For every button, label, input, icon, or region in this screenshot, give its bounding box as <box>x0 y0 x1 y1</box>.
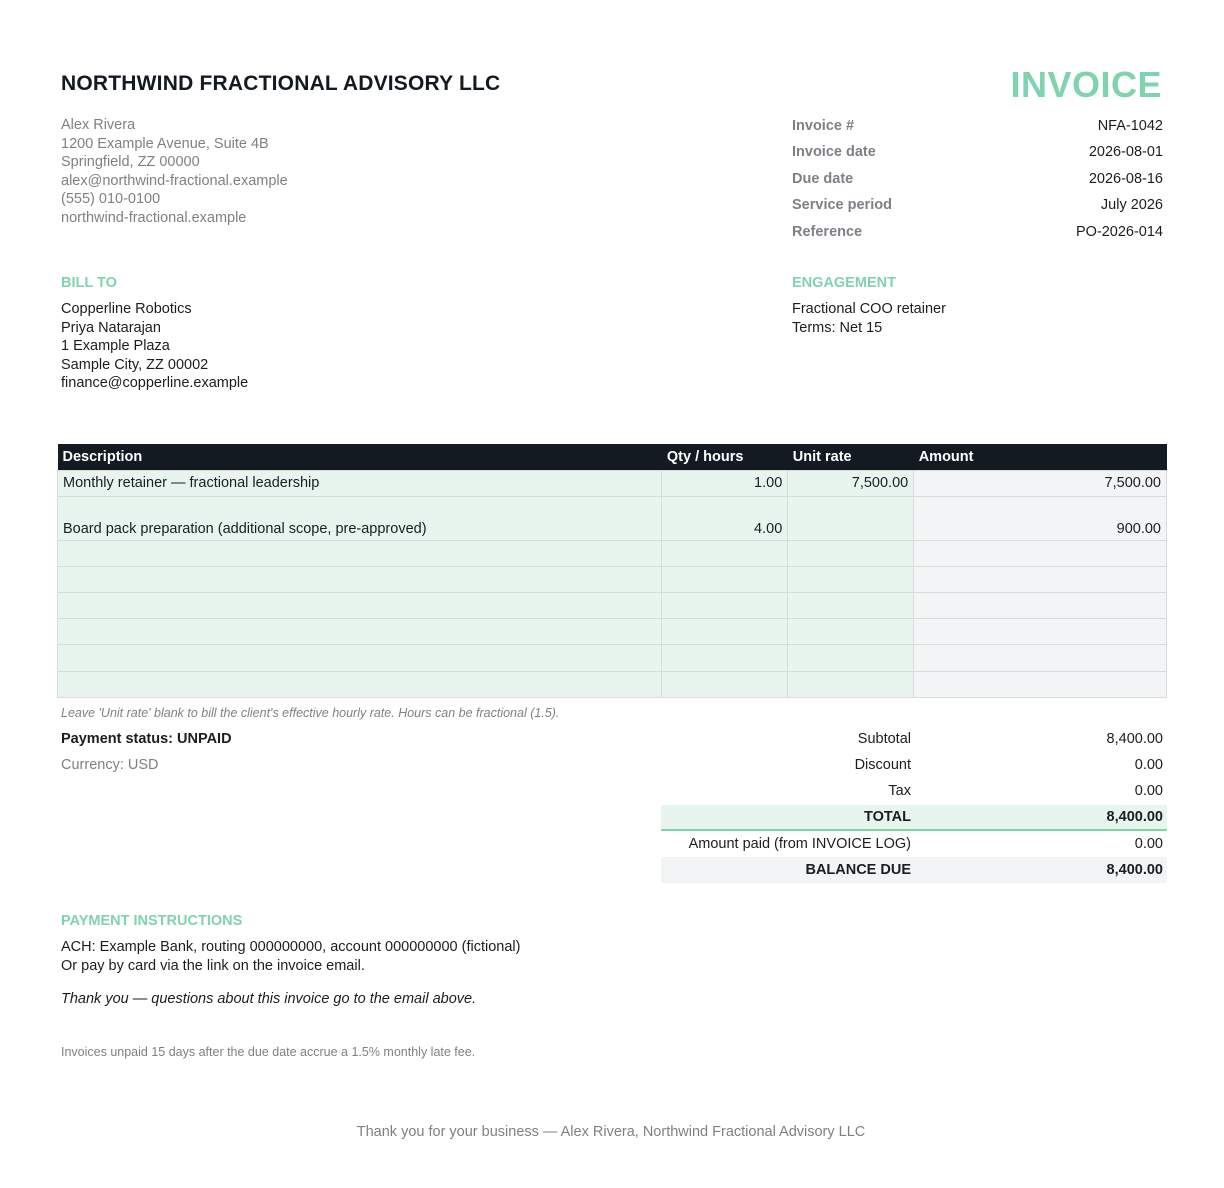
amount-paid-value: 0.00 <box>1134 835 1163 852</box>
cell-description[interactable] <box>58 566 662 592</box>
table-row-empty <box>58 566 1167 592</box>
subtotal-row <box>661 726 1167 752</box>
tax-value: 0.00 <box>1134 783 1163 800</box>
meta-label: Invoice date <box>792 144 876 161</box>
balance-due-value: 8,400.00 <box>1106 862 1163 879</box>
total-label: TOTAL <box>864 808 911 825</box>
payment-instructions <box>61 938 520 975</box>
client-email: finance@copperline.example <box>61 375 249 392</box>
cell-qty[interactable] <box>662 566 788 592</box>
cell-unit-rate[interactable] <box>788 593 914 619</box>
meta-label: Invoice # <box>792 118 855 134</box>
client-company: Copperline Robotics <box>61 301 192 317</box>
cell-amount <box>914 671 1167 697</box>
sender-name: Alex Rivera <box>61 117 136 133</box>
table-row-empty <box>58 671 1167 697</box>
cell-unit-rate[interactable] <box>788 496 914 540</box>
discount-value: 0.00 <box>1134 757 1163 774</box>
tax-label: Tax <box>888 783 911 800</box>
cell-description[interactable] <box>58 645 662 671</box>
sender-website: northwind-fractional.example <box>61 209 247 226</box>
client-address-line2: Sample City, ZZ 00002 <box>61 356 209 373</box>
company-name: NORTHWIND FRACTIONAL ADVISORY LLC <box>61 72 501 95</box>
page-footer: Thank you for your business — Alex Rivera, Northwind Fractional Advisory LLC <box>356 1124 866 1140</box>
cell-qty[interactable] <box>662 540 788 566</box>
engagement-details <box>792 300 946 337</box>
column-header-unit-rate: Unit rate <box>788 444 914 470</box>
balance-due-row <box>661 857 1167 883</box>
cell-description[interactable] <box>58 540 662 566</box>
table-header-row <box>58 444 1167 470</box>
sender-address-line1: 1200 Example Avenue, Suite 4B <box>61 135 269 152</box>
cell-description[interactable] <box>58 593 662 619</box>
tax-row <box>661 778 1167 804</box>
meta-row-service-period <box>792 195 1163 221</box>
late-fee-note: Invoices unpaid 15 days after the due date accrue a 1.5% monthly late fee. <box>61 1045 476 1059</box>
cell-unit-rate[interactable] <box>788 566 914 592</box>
discount-label: Discount <box>854 757 911 774</box>
cell-qty[interactable]: 4.00 <box>662 496 788 540</box>
invoice-title: INVOICE <box>1010 64 1162 105</box>
cell-amount: 900.00 <box>914 496 1167 540</box>
column-header-amount: Amount <box>914 444 1167 470</box>
cell-qty[interactable] <box>662 619 788 645</box>
meta-row-invoice-number <box>792 116 1163 142</box>
table-row <box>58 496 1167 540</box>
cell-amount <box>914 566 1167 592</box>
total-value: 8,400.00 <box>1106 808 1163 825</box>
meta-value: 2026-08-16 <box>1088 170 1163 187</box>
payment-ach-line: ACH: Example Bank, routing 000000000, account 000000000 (fictional) <box>61 939 521 955</box>
engagement-type: Fractional COO retainer <box>792 301 946 317</box>
unit-rate-note: Leave 'Unit rate' blank to bill the client's effective hourly rate. Hours can be fractional (1.5). <box>61 706 560 720</box>
cell-description[interactable]: Monthly retainer — fractional leadership <box>58 470 662 496</box>
cell-amount <box>914 540 1167 566</box>
amount-paid-label: Amount paid (from INVOICE LOG) <box>688 835 911 852</box>
meta-label: Due date <box>792 170 854 187</box>
client-contact: Priya Natarajan <box>61 319 161 336</box>
column-header-description: Description <box>58 444 662 470</box>
cell-unit-rate[interactable] <box>788 619 914 645</box>
meta-value: PO-2026-014 <box>1075 223 1163 240</box>
cell-qty[interactable] <box>662 645 788 671</box>
table-row-empty <box>58 645 1167 671</box>
sender-details <box>61 116 288 228</box>
invoice-meta <box>792 116 1163 248</box>
column-header-qty: Qty / hours <box>662 444 788 470</box>
currency-label: Currency: USD <box>61 757 159 773</box>
cell-unit-rate[interactable] <box>788 540 914 566</box>
cell-qty[interactable] <box>662 593 788 619</box>
balance-due-label: BALANCE DUE <box>805 862 911 879</box>
payment-instructions-heading: PAYMENT INSTRUCTIONS <box>61 913 243 929</box>
meta-value: July 2026 <box>1100 197 1163 214</box>
total-row <box>661 805 1167 831</box>
payment-status: Payment status: UNPAID <box>61 731 232 747</box>
thanks-note: Thank you — questions about this invoice go to the email above. <box>61 991 477 1007</box>
table-row <box>58 470 1167 496</box>
client-address-line1: 1 Example Plaza <box>61 338 170 355</box>
cell-qty[interactable]: 1.00 <box>662 470 788 496</box>
meta-value: NFA-1042 <box>1097 118 1163 134</box>
meta-row-due-date <box>792 169 1163 195</box>
meta-row-invoice-date <box>792 142 1163 168</box>
table-row-empty <box>58 619 1167 645</box>
engagement-heading: ENGAGEMENT <box>792 275 896 291</box>
cell-description[interactable] <box>58 619 662 645</box>
meta-row-reference <box>792 222 1163 248</box>
cell-unit-rate[interactable]: 7,500.00 <box>788 470 914 496</box>
discount-row <box>661 752 1167 778</box>
table-row-empty <box>58 540 1167 566</box>
cell-unit-rate[interactable] <box>788 645 914 671</box>
subtotal-value: 8,400.00 <box>1106 731 1163 748</box>
meta-label: Reference <box>792 223 863 240</box>
cell-amount: 7,500.00 <box>914 470 1167 496</box>
bill-to-details <box>61 300 248 393</box>
table-row-empty <box>58 593 1167 619</box>
meta-label: Service period <box>792 197 892 214</box>
sender-phone: (555) 010-0100 <box>61 191 161 208</box>
bill-to-heading: BILL TO <box>61 275 117 291</box>
sender-address-line2: Springfield, ZZ 00000 <box>61 154 200 171</box>
cell-amount <box>914 619 1167 645</box>
engagement-terms: Terms: Net 15 <box>792 319 883 336</box>
line-items-table <box>57 444 1167 698</box>
cell-amount <box>914 645 1167 671</box>
payment-card-line: Or pay by card via the link on the invoice email. <box>61 957 365 974</box>
cell-description[interactable] <box>58 671 662 697</box>
sender-email: alex@northwind-fractional.example <box>61 172 288 189</box>
cell-unit-rate[interactable] <box>788 671 914 697</box>
amount-paid-row <box>661 831 1167 857</box>
meta-value: 2026-08-01 <box>1088 144 1163 161</box>
subtotal-label: Subtotal <box>857 731 911 748</box>
cell-amount <box>914 593 1167 619</box>
totals-block <box>661 726 1167 883</box>
cell-qty[interactable] <box>662 671 788 697</box>
cell-description[interactable]: Board pack preparation (additional scope, pre-approved) <box>58 496 662 540</box>
